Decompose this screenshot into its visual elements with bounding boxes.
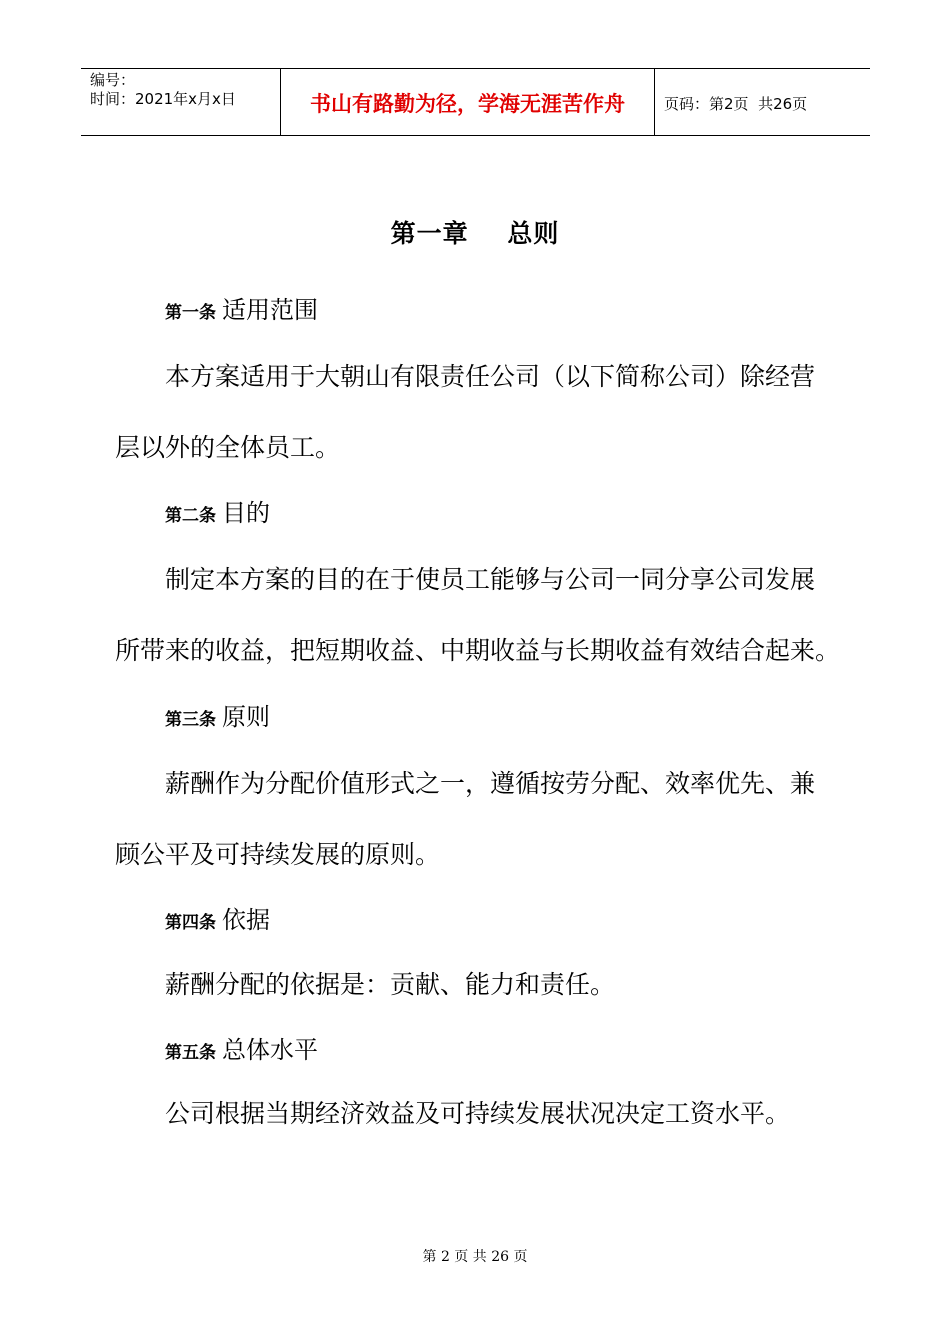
article-2-line-1: 制定本方案的目的在于使员工能够与公司一同分享公司发展 [165, 565, 816, 594]
article-number: 第一条 [165, 303, 216, 323]
document-number-label: 编号： [90, 71, 136, 89]
article-heading-2 [165, 498, 270, 531]
article-number: 第三条 [165, 710, 216, 730]
article-heading-1 [165, 295, 318, 328]
article-title: 原则 [222, 703, 270, 731]
header-meta [81, 69, 281, 135]
article-title: 目的 [222, 499, 270, 527]
article-number: 第二条 [165, 506, 216, 526]
article-3-line-2: 顾公平及可持续发展的原则。 [115, 840, 441, 869]
document-header [81, 68, 870, 136]
article-heading-3 [165, 702, 270, 735]
article-4-line-1: 薪酬分配的依据是：贡献、能力和责任。 [165, 970, 616, 999]
article-title: 依据 [222, 906, 270, 934]
article-title: 适用范围 [222, 296, 318, 324]
page-footer [0, 1246, 950, 1266]
article-number: 第四条 [165, 913, 216, 933]
page-info-text: 页码：第2页 共26页 [664, 94, 808, 113]
article-1-line-1: 本方案适用于大朝山有限责任公司（以下简称公司）除经营 [165, 362, 816, 391]
footer-page-number: 第 2 页 共 26 页 [422, 1249, 528, 1265]
article-2-line-2: 所带来的收益，把短期收益、中期收益与长期收益有效结合起来。 [115, 636, 841, 665]
header-slogan [281, 69, 655, 135]
article-title: 总体水平 [222, 1036, 318, 1064]
header-page-info [655, 69, 870, 135]
article-heading-5 [165, 1035, 318, 1068]
article-3-line-1: 薪酬作为分配价值形式之一，遵循按劳分配、效率优先、兼 [165, 769, 816, 798]
document-time-label: 时间：2021年x月x日 [90, 90, 236, 108]
article-number: 第五条 [165, 1043, 216, 1063]
article-5-line-1: 公司根据当期经济效益及可持续发展状况决定工资水平。 [165, 1099, 791, 1128]
chapter-title [0, 214, 950, 250]
article-1-line-2: 层以外的全体员工。 [115, 433, 341, 462]
article-heading-4 [165, 905, 270, 938]
chapter-title-text: 第一章 总则 [390, 219, 560, 248]
slogan-text: 书山有路勤为径，学海无涯苦作舟 [310, 92, 625, 116]
